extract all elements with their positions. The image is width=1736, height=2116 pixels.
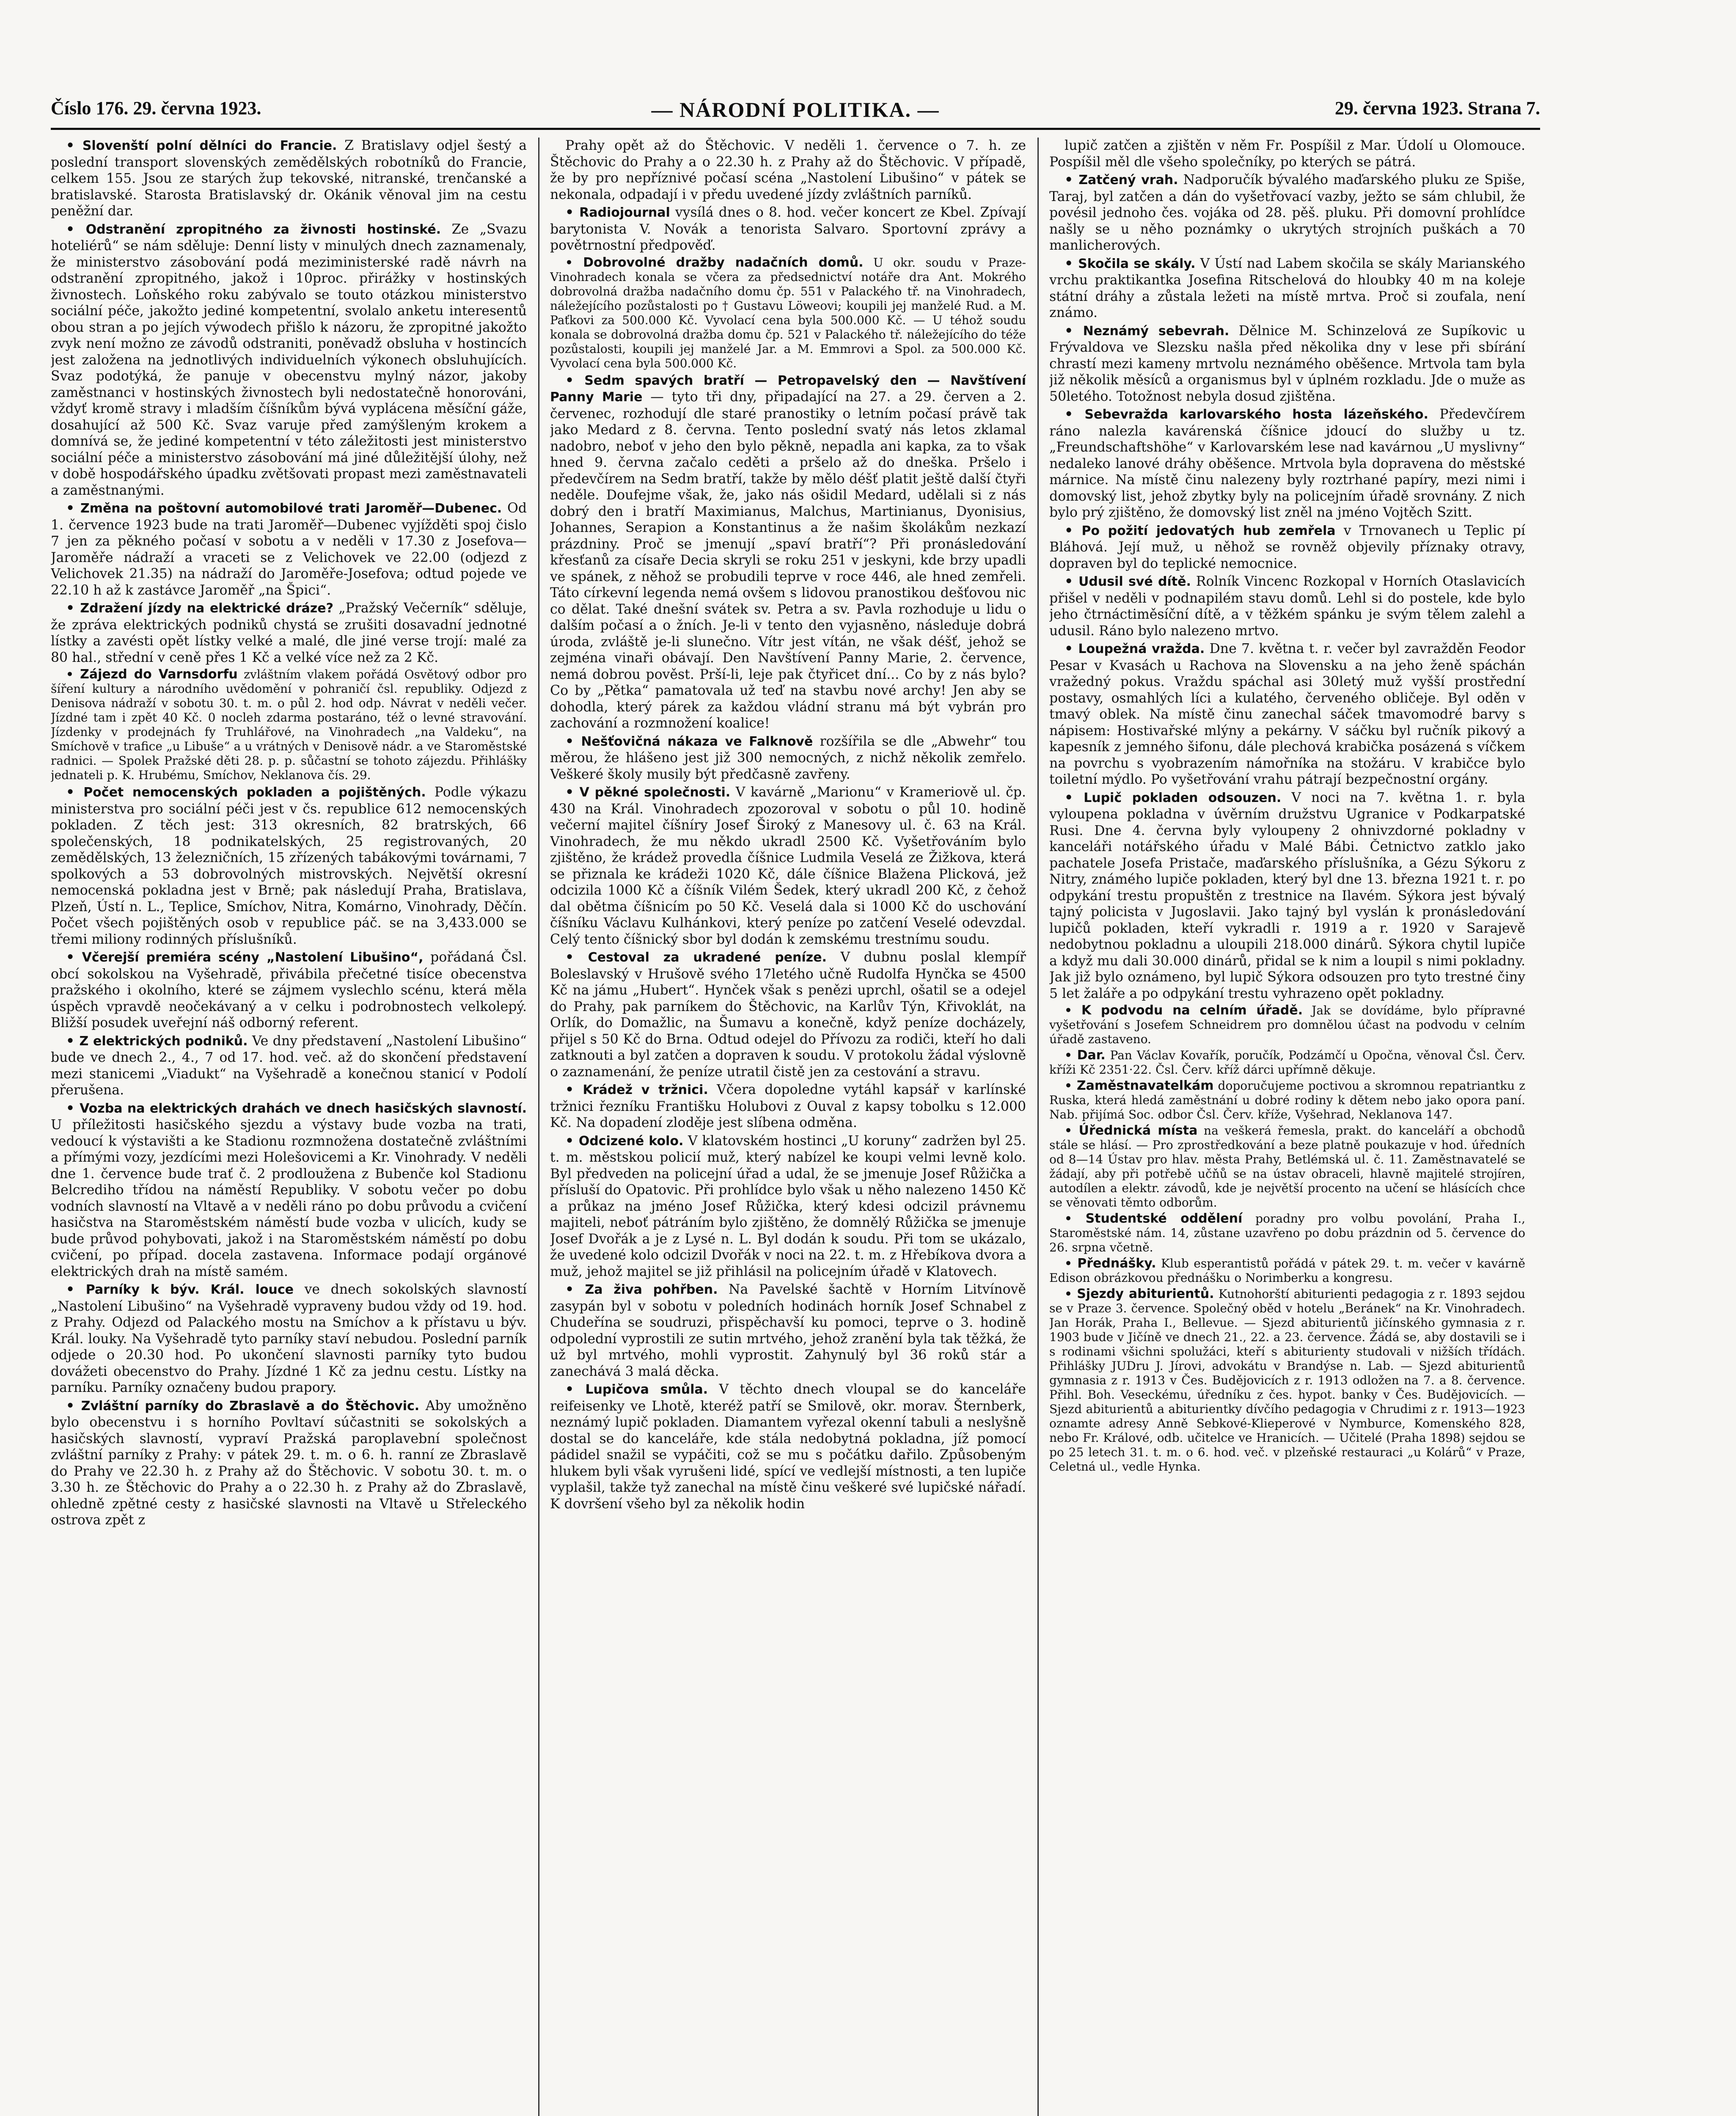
article — [51, 138, 527, 220]
bullet-icon: • — [1065, 573, 1078, 589]
bullet-icon: • — [66, 600, 80, 616]
bullet-icon: • — [1065, 172, 1079, 187]
article-headline: Sedm spavých bratří — Petropavelský den — Navštívení Panny Marie — [550, 373, 1026, 405]
article — [51, 1033, 527, 1099]
bullet-icon: • — [565, 1381, 586, 1397]
bullet-icon: • — [1065, 1287, 1077, 1301]
bullet-icon: • — [66, 949, 82, 965]
article-headline: Z elektrických podniků. — [79, 1033, 248, 1049]
article-body: „Pražský Večerník“ sděluje, že zpráva elektrických podniků chystá se zrušiti dosavadní jednotné lístky a zavésti opět lístky velké a malé, dle jiné verse trojí: malé za 80 hal., střední v ceně přes 1 Kč a velké více než za 2 Kč. — [51, 601, 527, 665]
article-body: Klub esperantistů pořádá v pátek 29. t. m. večer v kavárně Edison obrázkovou přednášku o Norimberku a kongresu. — [1049, 1256, 1525, 1285]
article — [51, 1281, 527, 1396]
bullet-icon: • — [1065, 1256, 1078, 1270]
article-body: Podle výkazu ministerstva pro sociální péči jest v čs. republice 612 nemocenských pokladen. Z těch jest: 313 okresních, 82 bratrských, 66 společenských, 18 podnikatelských, 25 registrovaných, 20 zemědělských, 13 železničních, 15 zřízených tabákovými továrnami, 7 spolkových a 53 dobrovolných mistrovských. Největší okresní nemocenská pokladna jest v Brně; pak následují Praha, Bratislava, Plzeň, Ústí n. L., Teplice, Smíchov, Nitra, Komárno, Vinohrady, Děčín. Počet všech pojištěných osob v republice páč. se na 3,433.000 se třemi miliony rodinných příslušníků. — [51, 785, 527, 947]
article-body: V dubnu poslal klempíř Boleslavský v Hrušově svého 17letého učně Rudolfa Hynčka se 4500 Kč na jámu „Hubert“. Hynček však s penězi uprchl, ošatil se a odejel do Prahy, pak parníkem do Štěchovic, na Karlův Týn, Křivoklát, na Orlík, do Domažlic, na Šumavu a konečně, když peníze docházely, přijel s 50 Kč do Brna. Odtud odejel do Přívozu za rodiči, kteří ho dali zatknouti a byl zatčen a dopraven k soudu. V protokolu žádal výslovně o zaznamenání, že peníze utratil čistě jen za cestování a stravu. — [550, 950, 1026, 1080]
article-body: na veškerá řemesla, prakt. do kanceláří a obchodů stále se hlásí. — Pro zprostředkování a beze platně poukazuje v hod. úředních od 8—14 Ústav pro hlav. města Prahy, Betlémská ul. č. 11. Zaměstnavatelé se žádají, aby při potřebě učňů se na ústav obraceli, hlavně majitelé strojíren, autodílen a elektr. závodů, kde je největší procento na učení se hlásících chce se věnovati těmto odborům. — [1049, 1124, 1525, 1210]
article — [51, 1398, 527, 1529]
article-body: Aby umožněno bylo obecenstvu i s horního Povltaví súčastniti se sokolských a hasičských slavností, vypraví Pražská paroplavební společnost zvláštní parníky z Prahy: v pátek 29. t. m. o 6. h. ranní ze Zbraslavě do Prahy ve 22.30 h. z Prahy až do Štěchovic. V sobotu 30. t. m. o 3.30 h. ze Štěchovic do Prahy a o 22.30 h. z Prahy až do Zbraslavě, ohledně zpětné cesty z hasičské slavnosti na Vltavě u Střeleckého ostrova zpět z — [51, 1398, 527, 1528]
bullet-icon: • — [565, 1281, 585, 1297]
article-body: rozšířila se dle „Abwehr“ tou měrou, že hlášeno jest již 300 nemocných, z nichž několik zemřelo. Veškeré školy musily být předčasně zavřeny. — [550, 733, 1026, 782]
article-body: Včera dopoledne vytáhl kapsář v karlínské tržnici řezníku Františku Holubovi z Ouval z kapsy tobolku s 12.000 Kč. Na dopadení zloděje jest slíbena odměna. — [550, 1082, 1026, 1130]
column-3 — [1049, 138, 1525, 2116]
article — [1049, 172, 1525, 254]
bullet-icon: • — [66, 1397, 81, 1413]
article-body: Jak se dovídáme, bylo přípravné vyšetřování s Josefem Schneidrem pro domnělou účast na podvodu v celním úřadě zastaveno. — [1049, 1003, 1525, 1046]
article-headline: Lupičova smůla. — [585, 1382, 708, 1397]
article-headline: Lupič pokladen odsouzen. — [1084, 790, 1282, 805]
article-body: pořádaná Čsl. obcí sokolskou na Vyšehradě, přivábila přečetné tisíce obecenstva pražského i okolního, které se zájmem vyslechlo scénu, která měla úspěch vpravdě neočekávaný a v celku i podrobnostech velkolepý. Bližší posudek uveřejní náš odborný referent. — [51, 950, 527, 1030]
bullet-icon: • — [1065, 641, 1078, 656]
article — [1049, 1287, 1525, 1474]
article-headline: Včerejší premiéra scény „Nastolení Libušino“, — [82, 950, 424, 965]
bullet-icon: • — [66, 1281, 86, 1297]
article-headline: Úřednická místa — [1078, 1123, 1198, 1138]
article-body: V klatovském hostinci „U koruny“ zadržen byl 25. t. m. městskou policií muž, který nabízel ke koupi velmi levně kolo. Byl předveden na policejní úřad a udal, že se jmenuje Josef Růžička a přísluší do Opatovic. Při prohlídce bylo však u něho nalezeno 1450 Kč a průkaz na jméno Josef Růžička, který kdesi odcizil právnemu majiteli, neboť pátráním bylo zjištěno, že domnělý Růžička se jmenuje Josef Dvořák a je z Lysé n. L. Byl dodán k soudu. Při tom se ukázalo, že uvedené kolo odcizil Dvořák v noci na 22. t. m. z Hřebíkova dvora a muž, jehož majitel se již přihlásil na policejním úřadě v Klatovech. — [550, 1133, 1026, 1279]
article-body: lupič zatčen a zjištěn v něm Fr. Pospíšil z Mar. Údolí u Olomouce. Pospíšil měl dle všeho společníky, po kterých se pátrá. — [1049, 138, 1525, 170]
column-divider — [538, 138, 539, 2116]
bullet-icon: • — [66, 500, 80, 516]
column-1 — [51, 138, 527, 2116]
article-headline: Krádež v tržnici. — [583, 1083, 708, 1097]
article-headline: Dobrovolné dražby nadačních domů. — [583, 255, 864, 270]
bullet-icon: • — [1065, 255, 1078, 271]
article — [550, 784, 1026, 948]
article-headline: Počet nemocenských pokladen a pojištěných. — [83, 785, 426, 800]
article — [51, 1100, 527, 1280]
article — [1049, 1212, 1525, 1255]
masthead — [51, 97, 1540, 127]
article — [550, 204, 1026, 254]
article — [1049, 790, 1525, 1002]
article-headline: Nešťovičná nákaza ve Falknově — [581, 734, 813, 749]
bullet-icon: • — [66, 138, 83, 153]
article-headline: Slovenští polní dělníci do Francie. — [82, 138, 337, 153]
bullet-icon: • — [66, 667, 80, 681]
article-body: v Trnovanech u Teplic pí Bláhová. Její muž, u něhož se rovněž objevily příznaky otravy, dopraven byl do teplické nemocnice. — [1049, 523, 1525, 571]
bullet-icon: • — [1065, 406, 1085, 422]
article-body: Rolník Vincenc Rozkopal v Horních Otaslavicích přišel v neděli v podnapilém stavu domů. Lehl si do postele, kde bylo jeho čtrnáctiměsíční dítě, a v těžkém spánku je svým tělem zalehl a udusil. Ráno bylo nalezeno mrtvo. — [1049, 574, 1525, 639]
article-body: Nadporučík bývalého maďarského pluku ze Spiše, Taraj, byl zatčen a dán do vyšetřovací vazby, ježto se sám chlubil, že povésil jednoho čes. vojáka od 28. pěš. pluku. Při domovní prohlídce našly se u něho poznámky o ukrytých strojních puškách a 70 manlicherových. — [1049, 172, 1525, 253]
bullet-icon: • — [565, 1082, 583, 1097]
article-headline: Odstranění zpropitného za živnosti hostinské. — [85, 222, 441, 237]
article-headline: Radiojournal — [579, 205, 670, 220]
article — [1049, 256, 1525, 321]
article-headline: Studentské oddělení — [1085, 1211, 1243, 1226]
article-body: zvláštním vlakem pořádá Osvětový odbor pro šíření kultury a národního uvědomění v pohraničí čsl. republiky. Odjezd z Denisova nádraží v sobotu 30. t. m. o půl 2. hod odp. Návrat v neděli večer. Jízdné tam i zpět 40 Kč. 0 nocleh zdarma postaráno, též o levné stravování. Jízdenky v prodejnách fy Truhlářové, na Vinohradech „na Valdeku“, na Smíchově v trafice „u Libuše“ a u vrátných v Denisově nádr. a ve Staroměstské radnici. — Spolek Pražské děti 28. p. p. sůčastní se tohoto zájezdu. Přihlášky jednateli p. K. Hrubému, Smíchov, Neklanova čís. 29. — [51, 667, 527, 782]
article — [1049, 641, 1525, 788]
article-body: Ve dny představení „Nastolení Libušino“ bude ve dnech 2., 4., 7 od 17. hod. več. až do skončení představení mezi stanicemi „Viadukt“ na Vyšehradě a konečnou stanicí v Podolí přerušena. — [51, 1033, 527, 1098]
article-headline: Cestoval za ukradené peníze. — [588, 950, 827, 965]
article — [51, 600, 527, 666]
article-body: Od 1. července 1923 bude na trati Jaroměř—Dubenec vyjížděti spoj čislo 7 jen za pěkného počasí v sobotu a v neděli v 17.30 z Josefova—Jaroměře nádraží a vraceti se z Velichovek ve 22.00 (odjezd z Velichovek 21.35) na nádraží do Jaroměře-Josefova; odtud pojede ve 22.10 h až k zastávce Jaroměř „na Špici“. — [51, 501, 527, 598]
article — [51, 221, 527, 499]
article-headline: Zvláštní parníky do Zbraslavě a do Štěchovic. — [81, 1398, 420, 1413]
article — [550, 1133, 1026, 1280]
article — [550, 1082, 1026, 1131]
article-headline: Vozba na elektrických drahách ve dnech hasičských slavností. — [80, 1101, 527, 1116]
bullet-icon: • — [1065, 1003, 1081, 1017]
article-body: Ze „Svazu hoteliérů“ se nám sděluje: Denní listy v minulých dnech zaznamenaly, že ministerstvo zásobování podá meziministerské radě návrh na odstranění zpropitného, jakož i 10proc. přirážky v hostinských živnostech. Loňského roku zabývalo se touto otázkou ministerstvo sociální péče, jakožto jediné kompetentní, svolalo anketu interesentů obou stran a po jejích výwodech přišlo k názoru, že zpropitné jakožto zvyk není možno ze závodů odstraniti, poněvadž obsluha v hostincích jest založena na jednotlivých individuelních výkonech obsluhujících. Svaz podotýká, že panuje v obecenstvu mylný názor, jakoby zaměstnanci v hostinských živnostech byli nedostatečně honorováni, vždyť kromě stravy i mladším číšníkům bývá vyplácena měsíční gáže, dosahující až 500 Kč. Svaz varuje před zamýšleným krokem a domnívá se, že jediné kompetentní v této záležitosti jest ministerstvo sociální péče a ministerstvo zásobování má jiné důležitější úlohy, než v době hospodářského úpadku zvětšovati propast mezi zaměstnavateli a zaměstnanými. — [51, 221, 527, 498]
bullet-icon: • — [1065, 1079, 1077, 1093]
article-headline: Neznámý sebevrah. — [1083, 323, 1230, 339]
article-headline: Parníky k býv. Král. louce — [85, 1282, 294, 1297]
article-body: Z Bratislavy odjel šestý a poslední transport slovenských zemědělských robotníků do Francie, celkem 155. Jsou ze starých žup tekovské, nitranské, trenčanské a bratislavské. Starosta Bratislavský dr. Okánik věnoval jim na cestu peněžní dar. — [51, 138, 527, 219]
article — [1049, 1048, 1525, 1077]
article-headline: K podvodu na celním úřadě. — [1081, 1003, 1303, 1018]
article — [550, 949, 1026, 1080]
article-headline: Udusil své dítě. — [1078, 574, 1191, 589]
article-headline: Odcizené kolo. — [578, 1133, 684, 1149]
article-body: Na Pavelské šachtě v Horním Litvínově zasypán byl v sobotu v poledních hodinách horník Josef Schnabel z Chudeřína se soudruzi, přispěchavší ku pomoci, teprve o 3. hodině odpolední vyprostili ze sutin mrtvého, jehož zranění byla tak těžká, že už byl mrtvého, mohli vyprostit. Zahynulý byl 36 roků stár a zanechává 3 malá děcka. — [550, 1282, 1026, 1379]
bullet-icon: • — [66, 1033, 80, 1049]
newspaper-title: — NÁRODNÍ POLITIKA. — — [651, 98, 940, 121]
article-headline: Po požití jedovatých hub zemřela — [1081, 523, 1336, 538]
article-body: V těchto dnech vloupal se do kanceláře reifeisenky ve Lhotě, kteréž patří se Smilově, okr. morav. Šternberk, neznámý lupič pokladen. Diamantem vyřezal okenní tabuli a neslyšně dostal se do kanceláře, kde stála nedobytná pokladna, jíž pomocí pádidel snažil se vypáčiti, což se mu s počátku dařilo. Způsobeným hlukem byli však vyrušeni lidé, spící ve vedlejší místnosti, a ten lupiče vyplašil, takže tyž zanechal na místě činu veškeré své lupičské nářadí. K dovršení všeho byl za několik hodin — [550, 1382, 1026, 1512]
article — [1049, 1124, 1525, 1210]
article-headline: Sebevražda karlovarského hosta lázeňského. — [1084, 407, 1428, 422]
article-body: — tyto tři dny, připadající na 27. a 29. červen a 2. červenec, rozhodují dle staré pranostiky o letním počasí právě tak jako Medard z 8. června. Tento poslední svatý nás letos zklamal nadobro, neboť v jeho den bylo pěkně, nepadla ani kapka, za to však hned 9. června začalo ceděti a pršelo až do dneška. Pršelo i předevčírem na Sedm bratří, takže by mělo déšť platit ještě další čtyři neděle. Doufejme však, že, jako nás ošidil Medard, udělali si z nás dobrý den i bratří Maximianus, Malchus, Martinianus, Dyonisius, Johannes, Serapion a Konstantinus a že našim školákům nezkazí prázdniny. Proč se jmenují „spaví bratří“? Při pronásledování křesťanů za císaře Decia skryli se roku 251 v jeskyni, kde brzy upadli ve spánek, z něhož se probudili teprve v roce 446, ale hned zemřeli. Táto církevní legenda nemá ovšem s lidovou pranostikou dešťovou nic co dělat. Také dnešní svátek sv. Petra a sv. Pavla rozhoduje u lidu o dalším počasí a o žních. Je-li v tento den vyjasněno, následuje dobrá úroda, zvláště je-li slunečno. Vítr jest vítán, ne však déšť, jehož se zejména vinaři obávají. Den Navštívení Panny Marie, 2. července, nemá dobrou pověst. Prší-li, leje pak čtyřicet dní... Co by z nás bylo? Co by „Pětka“ pamatovala už teď na stavbu nové archy! Jen aby se dohodla, který párek za každou vládní stranu má být vybrán pro zachování a rozmnožení koalice! — [550, 389, 1026, 731]
article-body: U příležitosti hasičského sjezdu a výstavy bude vozba na trati, vedoucí k výstavišti a ke Stadionu rozmnožena dostatečně zvláštními a přímými vozy, jezdícími mezi Holešovicemi a Kr. Vinohrady. V neděli dne 1. července bude trať č. 2 prodloužena z Bubenče kol Stadionu Belcrediho třídou na náměstí Republiky. V sobotu večer po dobu vodních slavností na Vltavě a v neděli ráno po dobu průvodu a cvičení hasičstva na Staroměstském náměstí bude vozba v ulicích, kudy se bude průvod pohybovati, jakož i na Staroměstském náměstí po dobu cvičení, po případ. docela zastavena. Informace podají orgánové elektrických drah na místě samém. — [51, 1117, 527, 1279]
article-headline: Dar. — [1077, 1048, 1106, 1063]
bullet-icon: • — [66, 784, 84, 800]
article — [550, 1381, 1026, 1512]
bullet-icon: • — [1065, 1212, 1086, 1226]
masthead-rule — [51, 128, 1540, 130]
newspaper-page — [51, 97, 1540, 2116]
bullet-icon: • — [1065, 789, 1084, 805]
article-headline: Skočila se skály. — [1078, 256, 1196, 271]
article-headline: Zájezd do Varnsdorfu — [80, 667, 238, 682]
article-body: U okr. soudu v Praze-Vinohradech konala se včera za předsednictví notáře dra Ant. Mokrého dobrovolná dražba nadačního domu čp. 551 v Palackého tř. na Vinohradech, náležejícího pozůstalosti po † Gustavu Löweovi; koupili jej manželé Rud. a M. Paťkovi za 500.000 Kč. Vyvolací cena byla 500.000 Kč. — U téhož soudu konala se dobrovolná dražba domu čp. 521 v Palackého tř. náležejícího do téže pozůstalosti, koupili jej manželé Jar. a M. Emmrovi a Spol. za 500.000 Kč. Vyvolací cena byla 500.000 Kč. — [550, 255, 1026, 370]
article-body: V kavárně „Marionu“ v Krameriově ul. čp. 430 na Král. Vinohradech zpozoroval v sobotu o půl 10. hodině večerní majitel číšníry Josef Široký z Manesovy ul. č. 63 na Král. Vinohradech, že mu někdo ukradl 2500 Kč. Vyšetřováním bylo zjištěno, že krádež provedla číšnice Ludmila Veselá ze Žižkova, která se přiznala ke krádeži 1020 Kč, dále číšnice Blažena Plicková, jež odcizila 1000 Kč a číšník Vilém Šedek, který ukradl 200 Kč, z čehož dal obětma číšnicím po 50 Kč. Veselá dala si 1000 Kč do uschování číšníku Václavu Kulhánkovi, který peníze po zatčení Veselé odevzdal. Celý tento číšnický sbor byl dodán k zemskému trestnímu soudu. — [550, 785, 1026, 947]
bullet-icon: • — [1065, 322, 1083, 339]
bullet-icon: • — [565, 733, 581, 749]
article-headline: Za živa pohřben. — [585, 1282, 718, 1297]
column-2 — [550, 138, 1026, 2116]
article — [1049, 1003, 1525, 1047]
article-body: V Ústí nad Labem skočila se skály Marianského vrchu praktikantka Josefina Ritschelová do hloubky 40 m na koleje státní dráhy a zůstala ležeti na místě mrtva. Proč si zoufala, není známo. — [1049, 256, 1525, 320]
bullet-icon: • — [565, 784, 580, 800]
article — [1049, 1256, 1525, 1285]
article — [1049, 138, 1525, 170]
article-headline: V pěkné společnosti. — [579, 785, 731, 800]
article — [550, 372, 1026, 732]
article — [1049, 573, 1525, 639]
article-body: poradny pro volbu povolání, Praha I., Staroměstské nám. 14, zůstane uzavřeno po dobu prázdnin od 5. července do 26. srpna včetně. — [1049, 1212, 1525, 1254]
article — [550, 1281, 1026, 1380]
article-headline: Sjezdy abiturientů. — [1077, 1287, 1214, 1301]
article-headline: Zaměstnavatelkám — [1076, 1078, 1214, 1093]
article-headline: Zdražení jízdy na elektrické dráze? — [80, 601, 333, 616]
article-headline: Zatčený vrah. — [1078, 173, 1178, 187]
article — [1049, 406, 1525, 521]
bullet-icon: • — [1065, 1124, 1079, 1138]
article — [51, 949, 527, 1031]
article-body: ve dnech sokolských slavností „Nastolení Libušino“ na Vyšehradě vypraveny budou vždy od 19. hod. z Prahy. Odjezd od Palackého mostu na Smíchov a k přístavu u býv. Král. louky. Na Vyšehradě tyto parníky staví nebudou. Poslední parník odjede o 20.30 hod. Po ukončení slavnosti parníky tyto budou dovážeti obecenstvo do Prahy. Jízdné 1 Kč za jednu cestu. Lístky na parníku. Parníky označeny budou prapory. — [51, 1282, 527, 1395]
bullet-icon: • — [565, 255, 583, 270]
article — [51, 784, 527, 948]
article-body: Prahy opět až do Štěchovic. V neděli 1. července o 7. h. ze Štěchovic do Prahy a o 22.30 h. z Prahy až do Štěchovic. V případě, že by pro nepříznivé počasí scéna „Nastolení Libušino“ v pátek se nekonala, odpadají i v předu uvedené jízdy zvláštních parníků. — [550, 138, 1026, 202]
article-body: doporučujeme poctivou a skromnou repatriantku z Ruska, která hledá zaměstnání u dobré rodiny k dětem nebo jako opora paní. Nab. přijímá Soc. odbor Čsl. Červ. kříže, Vyšehrad, Neklanova 147. — [1049, 1079, 1525, 1121]
article — [1049, 323, 1525, 405]
article-headline: Loupežná vražda. — [1078, 642, 1205, 656]
bullet-icon: • — [66, 1100, 80, 1116]
bullet-icon: • — [66, 221, 86, 237]
article-body: Kutnohorští abiturienti pedagogia z r. 1893 sejdou se v Praze 3. července. Společný oběd v hotelu „Beránek“ na Kr. Vinohradech. Jan Horák, Praha I., Bellevue. — Sjezd abiturientů jičínského gymnasia z r. 1903 bude v Jičíně ve dnech 21., 22. a 23. července. Žádá se, aby dostavili se i s rodinami všichni spolužáci, kteří s abiturienty studovali v nižších třídách. Přihlášky JUDru J. Jírovi, advokátu v Brandýse n. Lab. — Sjezd abiturientů gymnasia z r. 1913 v Čes. Budějovicích z r. 1913 odložen na 7. a 8. července. Přihl. Boh. Veseckému, úředníku z čes. hypot. banky v Čes. Budějovicích. — Sjezd abiturientů a abiturientky dívčího pedagogia v Chrudimi z r. 1913—1923 oznamte adresy Anně Sebkové-Klieperové v Nymburce, Komenského 828, nebo Fr. Králové, odb. učitelce ve Hranicích. — Učitelé (Praha 1898) sejdou se po 25 letech 31. t. m. o 6. hod. več. v plzeňské restauraci „u Kolárů“ v Praze, Celetná ul., vedle Hynka. — [1049, 1287, 1525, 1474]
article — [550, 256, 1026, 371]
bullet-icon: • — [565, 1132, 579, 1149]
bullet-icon: • — [1065, 1048, 1077, 1062]
article-body: Předevčírem ráno nalezla kavárenská číšnice jdoucí do služby u tz. „Freundschaftshöhe“ v Karlovarském lese nad kavárnou „U myslivny“ nedaleko lanové dráhy oběšence. Mrtvola byla dopravena do městské márnice. Na místě činu nalezeny byly roztrhané papíry, mezi nimi i domovský list, jehož zbytky byly na policejním úřadě srovnány. Z nich bylo prý zjištěno, že domovský list zněl na jméno Vojtěch Szitt. — [1049, 407, 1525, 520]
article — [1049, 1079, 1525, 1122]
bullet-icon: • — [1065, 522, 1082, 538]
column-divider — [1037, 138, 1039, 2116]
issue-number-date: Číslo 176. 29. června 1923. — [51, 98, 261, 118]
article — [550, 733, 1026, 783]
page-date-number: 29. června 1923. Strana 7. — [1334, 98, 1540, 118]
article-body: vysílá dnes o 8. hod. večer koncert ze Kbel. Zpívají barytonista V. Novák a tenorista Salvaro. Sportovní zprávy a povětrnostní předpověď. — [550, 205, 1026, 253]
article-body: Dne 7. května t. r. večer byl zavražděn Feodor Pesar v Kvasách u Rachova na Slovensku a na jeho ženě spáchán vražedný pokus. Vraždu spáchal asi 30letý muž vyšší prostřední postavy, osmahlých líci a kulatého, červeného obličeje. Byl oděn v tmavý oblek. Na místě činu zanechal sáček tmavomodré barvy s nápisem: Hostivařské mlýny a pekárny. V sáčku byl ručník pikový a kapesník z jemného šifonu, dále plechová krabička posázená s víčkem na povrchu s vyobrazením námořníka na stožáru. V krabičce bylo toiletní mýdlo. Po vyšetřování vrahu pátrají bezpečnostní orgány. — [1049, 641, 1525, 787]
article — [51, 500, 527, 598]
article-headline: Přednášky. — [1077, 1256, 1156, 1271]
article-body: Pan Václav Kovařík, poručík, Podzámčí u Opočna, věnoval Čsl. Červ. kříži Kč 2351·22. Čsl. Červ. kříž dárci upřímně děkuje. — [1049, 1048, 1525, 1077]
bullet-icon: • — [565, 204, 580, 220]
article-body: V noci na 7. května 1. r. byla vyloupena pokladna v úvěrním družstvu Ugranice v Podkarpatské Rusi. Dne 4. června byly vyloupeny 2 ohnivzdorné pokladny v kanceláři notářského úřadu v Malé Bábi. Četnictvo zatklo jako pachatele Josefa Pristače, maďarského příslušníka, a Gézu Sýkoru z Nitry, známého lupiče pokladen, který byl dne 13. března 1921 t. r. po odpykání trestu propuštěn z trestnice na Ilavém. Sýkora jest bývalý tajný policista v Jugoslavii. Jako tajný byl vyslán k pronásledování lupičů pokladen, kteří vykradli r. 1919 a r. 1920 v Sarajevě nedobytnou pokladnu a uloupili 218.000 dinárů. Sýkora chytil lupiče a když mu dali 30.000 dinárů, přidal se k nim a loupil s nimi pokladny. Jak již bylo oznámeno, byl lupič Sýkora odsouzen pro tyto trestné činy 5 let žaláře a po odpykání trestu vyhrazeno opět pokladny. — [1049, 790, 1525, 1001]
article-body: Dělnice M. Schinzelová ze Supíkovic u Frývaldova ve Slezsku našla před několika dny v lese při sbírání chrastí mezi kameny mrtvolu neznámého oběšence. Mrtvola tam byla již několik měsíců a organismus byl v úplném rozkladu. Jde o muže as 50letého. Totožnost nebyla dosud zjištěna. — [1049, 323, 1525, 404]
article — [550, 138, 1026, 203]
article-headline: Změna na poštovní automobilové trati Jaroměř—Dubenec. — [80, 501, 502, 516]
article — [1049, 523, 1525, 572]
bullet-icon: • — [565, 949, 588, 965]
article — [51, 667, 527, 782]
bullet-icon: • — [565, 372, 585, 388]
